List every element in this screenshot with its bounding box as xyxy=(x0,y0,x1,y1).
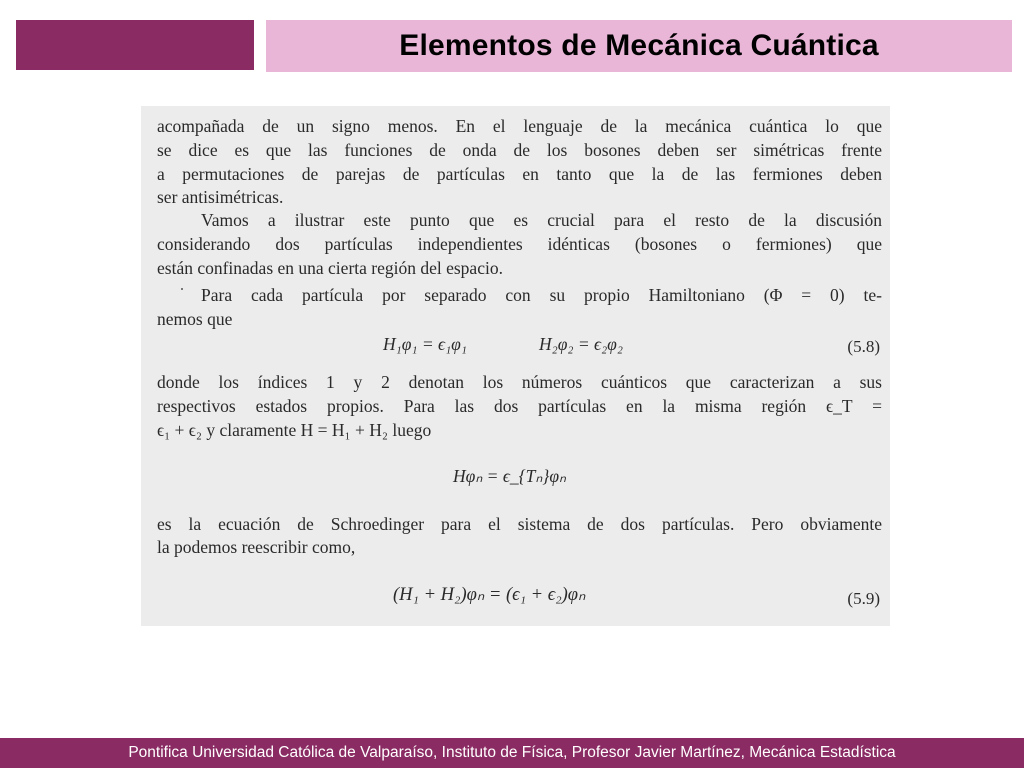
text-line: se dice es que las funciones de onda de los bosones deben ser simétricas frente xyxy=(157,140,882,160)
scan-speck xyxy=(181,288,183,290)
text-line: ϵ₁ + ϵ₂ y claramente H = H₁ + H₂ luego xyxy=(157,420,432,440)
title-bar xyxy=(266,20,1012,72)
accent-block xyxy=(16,20,254,70)
text-line: donde los índices 1 y 2 denotan los números cuánticos que caracterizan a sus xyxy=(157,372,882,392)
equation-5-8-left: H₁φ₁ = ϵ₁φ₁ xyxy=(383,334,467,354)
footer-text: Pontifica Universidad Católica de Valparaíso, Instituto de Física, Profesor Javier Martínez, Mecánica Estadística xyxy=(128,744,896,761)
text-line: nemos que xyxy=(157,309,233,329)
text-line: ser antisimétricas. xyxy=(157,187,284,207)
scanned-text-image xyxy=(141,106,890,626)
text-line: la podemos reescribir como, xyxy=(157,537,356,557)
text-line: están confinadas en una cierta región del espacio. xyxy=(157,258,503,278)
text-line: a permutaciones de parejas de partículas en tanto que la de las fermiones deben xyxy=(157,164,882,184)
text-line: considerando dos partículas independientes idénticas (bosones o fermiones) que xyxy=(157,234,882,254)
footer-bar xyxy=(0,738,1024,768)
text-line: es la ecuación de Schroedinger para el sistema de dos partículas. Pero obviamente xyxy=(157,514,882,534)
text-line: acompañada de un signo menos. En el lenguaje de la mecánica cuántica lo que xyxy=(157,116,882,136)
text-line: Para cada partícula por separado con su propio Hamiltoniano (Φ = 0) te- xyxy=(201,285,882,305)
text-line: respectivos estados propios. Para las dos partículas en la misma región ϵ_T = xyxy=(157,396,882,416)
equation-5-8-right: H₂φ₂ = ϵ₂φ₂ xyxy=(539,334,623,354)
equation-middle: Hφₙ = ϵ_{Tₙ}φₙ xyxy=(453,466,567,486)
equation-5-9: (H₁ + H₂)φₙ = (ϵ₁ + ϵ₂)φₙ xyxy=(393,585,586,605)
text-line: Vamos a ilustrar este punto que es crucial para el resto de la discusión xyxy=(201,210,882,230)
equation-number-5-9: (5.9) xyxy=(847,589,880,608)
equation-number-5-8: (5.8) xyxy=(847,337,880,356)
slide-title: Elementos de Mecánica Cuántica xyxy=(399,29,879,62)
